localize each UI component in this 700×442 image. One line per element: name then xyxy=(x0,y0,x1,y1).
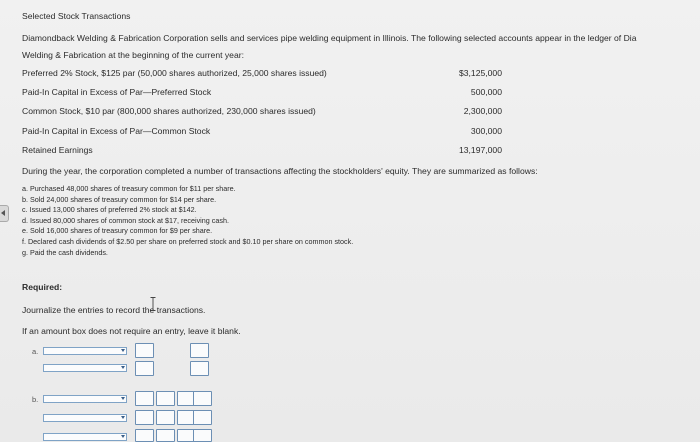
debit-amount-input[interactable] xyxy=(135,391,154,406)
account-select-b2[interactable] xyxy=(43,414,127,422)
chevron-down-icon xyxy=(121,435,125,438)
transaction-item: c. Issued 13,000 shares of preferred 2% stock at $142. xyxy=(22,205,197,215)
account-row xyxy=(22,126,502,140)
transaction-list xyxy=(22,184,353,258)
credit-amount-input[interactable] xyxy=(190,343,209,358)
debit-amount-input[interactable] xyxy=(135,429,154,442)
journalize-instruction: Journalize the entries to record the transactions. xyxy=(22,305,206,315)
account-label: Common Stock, $10 par (800,000 shares authorized, 230,000 shares issued) xyxy=(22,106,316,116)
chevron-down-icon xyxy=(121,349,125,352)
debit-amount-input[interactable] xyxy=(156,410,175,425)
chevron-down-icon xyxy=(121,397,125,400)
account-label: Preferred 2% Stock, $125 par (50,000 shares authorized, 25,000 shares issued) xyxy=(22,68,327,78)
account-row xyxy=(22,106,502,120)
transaction-item: g. Paid the cash dividends. xyxy=(22,247,108,257)
transaction-item: d. Issued 80,000 shares of common stock at $17, receiving cash. xyxy=(22,215,229,225)
during-text: During the year, the corporation completed a number of transactions affecting the stockholders' equity. They are summarized as follows: xyxy=(22,166,538,176)
account-amount: 500,000 xyxy=(470,87,502,97)
blank-note: If an amount box does not require an entry, leave it blank. xyxy=(22,326,241,336)
credit-amount-input[interactable] xyxy=(193,391,212,406)
account-row xyxy=(22,145,502,159)
account-amount: 2,300,000 xyxy=(463,106,502,116)
chevron-left-icon xyxy=(1,210,5,216)
transaction-item: b. Sold 24,000 shares of treasury common for $14 per share. xyxy=(22,194,217,204)
account-row xyxy=(22,68,502,82)
text-cursor-icon xyxy=(150,297,156,311)
account-row xyxy=(22,87,502,101)
credit-amount-input[interactable] xyxy=(193,410,212,425)
account-select-b3[interactable] xyxy=(43,433,127,441)
debit-amount-input[interactable] xyxy=(135,410,154,425)
account-select-a1[interactable] xyxy=(43,347,127,355)
account-label: Paid-In Capital in Excess of Par—Common Stock xyxy=(22,126,211,136)
page-title: Selected Stock Transactions xyxy=(22,11,131,21)
entry-letter-a: a. xyxy=(32,347,39,356)
account-label: Retained Earnings xyxy=(22,145,93,155)
account-select-a2[interactable] xyxy=(43,364,127,372)
chevron-down-icon xyxy=(121,416,125,419)
transaction-item: e. Sold 16,000 shares of treasury common for $9 per share. xyxy=(22,226,213,236)
collapse-panel-tab[interactable] xyxy=(0,205,9,222)
credit-amount-input[interactable] xyxy=(190,361,209,376)
debit-amount-input[interactable] xyxy=(156,429,175,442)
account-amount: $3,125,000 xyxy=(458,68,502,78)
transaction-item: a. Purchased 48,000 shares of treasury common for $11 per share. xyxy=(22,184,236,193)
transaction-item: f. Declared cash dividends of $2.50 per share on preferred stock and $0.10 per share on common stock. xyxy=(22,236,354,246)
account-label: Paid-In Capital in Excess of Par—Preferred Stock xyxy=(22,87,212,97)
entry-letter-b: b. xyxy=(32,395,39,404)
account-amount: 300,000 xyxy=(470,126,502,136)
debit-amount-input[interactable] xyxy=(135,361,154,376)
required-heading: Required: xyxy=(22,282,63,292)
intro-paragraph xyxy=(22,30,700,64)
intro-line-2: Welding & Fabrication at the beginning of the current year: xyxy=(22,50,244,60)
debit-amount-input[interactable] xyxy=(156,391,175,406)
debit-amount-input[interactable] xyxy=(135,343,154,358)
account-select-b1[interactable] xyxy=(43,395,127,403)
credit-amount-input[interactable] xyxy=(193,429,212,442)
chevron-down-icon xyxy=(121,366,125,369)
intro-line-1: Diamondback Welding & Fabrication Corporation sells and services pipe welding equipment in Illinois. The following selected accounts appear in the ledger of Dia xyxy=(22,33,637,43)
account-amount: 13,197,000 xyxy=(458,145,502,155)
